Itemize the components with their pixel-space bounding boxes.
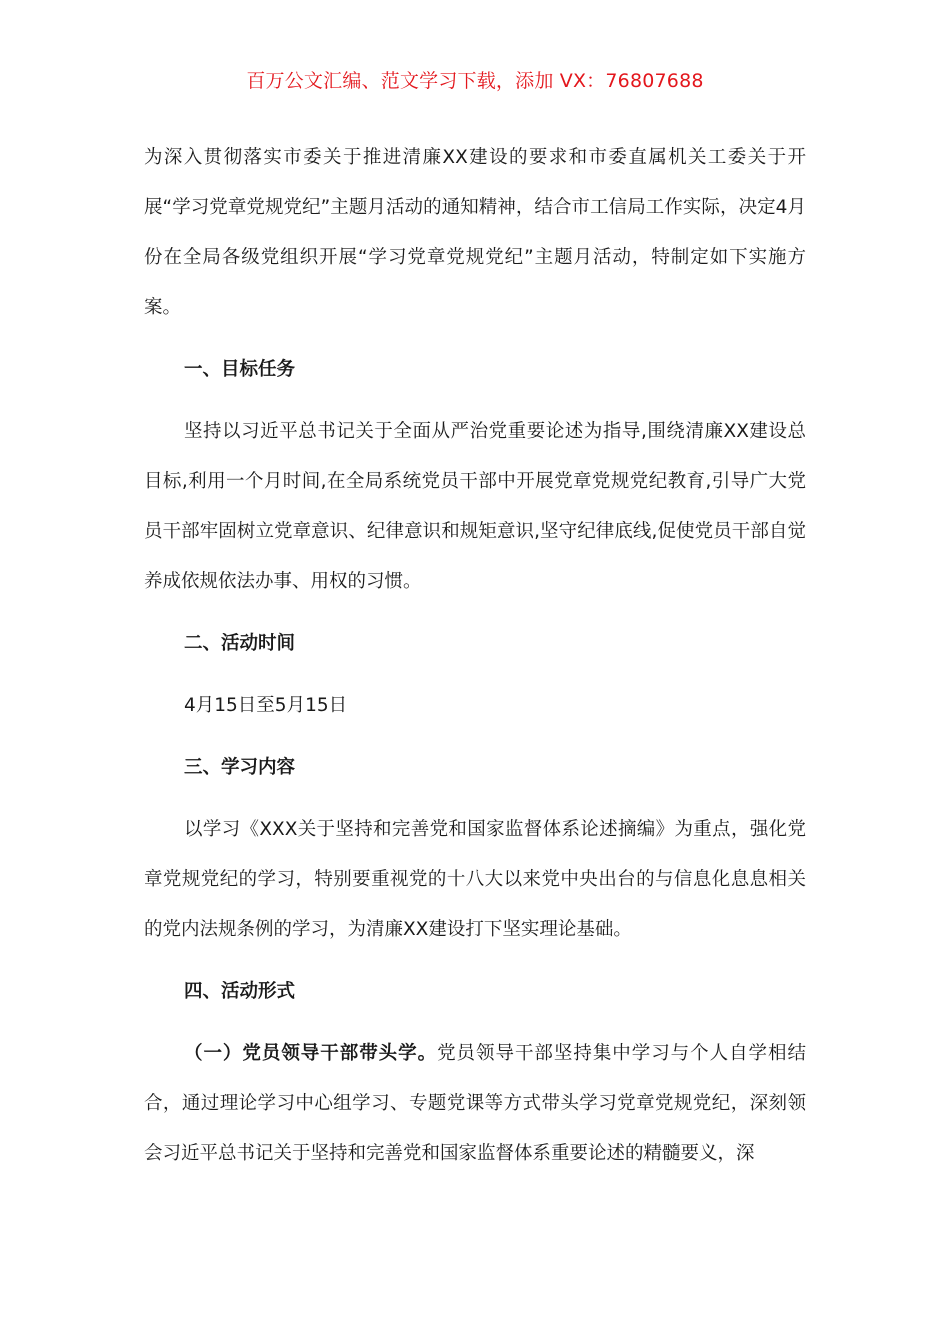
intro-paragraph: 为深入贯彻落实市委关于推进清廉XX建设的要求和市委直属机关工委关于开展“学习党章党规党纪”主题月活动的通知精神，结合市工信局工作实际，决定4月份在全局各级党组织开展“学习党章党规党纪”主题月活动，特制定如下实施方案。 xyxy=(144,147,806,318)
section-body-goals: 坚持以习近平总书记关于全面从严治党重要论述为指导,围绕清廉XX建设总目标,利用一个月时间,在全局系统党员干部中开展党章党规党纪教育,引导广大党员干部牢固树立党章意识、纪律意识和规矩意识,坚守纪律底线,促使党员干部自觉养成依规依法办事、用权的习惯。 xyxy=(144,421,806,592)
section-heading-forms: 四、活动形式 xyxy=(184,981,296,1002)
item1-lead: （一）党员领导干部带头学。 xyxy=(184,1043,438,1064)
section-heading-goals: 一、目标任务 xyxy=(184,359,296,380)
item1-body: 党员领导干部坚持集中学习与个人自学相结合，通过理论学习中心组学习、专题党课等方式带头学习党章党规党纪，深刻领会习近平总书记关于坚持和完善党和国家监督体系重要论述的精髓要义，深 xyxy=(144,1043,806,1164)
section-heading-time: 二、活动时间 xyxy=(184,633,296,654)
section-body-forms-item1 xyxy=(144,1029,806,1179)
document-body xyxy=(144,133,806,1179)
header-banner: 百万公文汇编、范文学习下载，添加 VX：76807688 xyxy=(246,70,704,92)
section-heading-content: 三、学习内容 xyxy=(184,757,296,778)
section-body-time: 4月15日至5月15日 xyxy=(184,695,348,716)
section-body-content: 以学习《XXX关于坚持和完善党和国家监督体系论述摘编》为重点，强化党章党规党纪的学习，特别要重视党的十八大以来党中央出台的与信息化息息相关的党内法规条例的学习，为清廉XX建设打下坚实理论基础。 xyxy=(144,819,806,940)
